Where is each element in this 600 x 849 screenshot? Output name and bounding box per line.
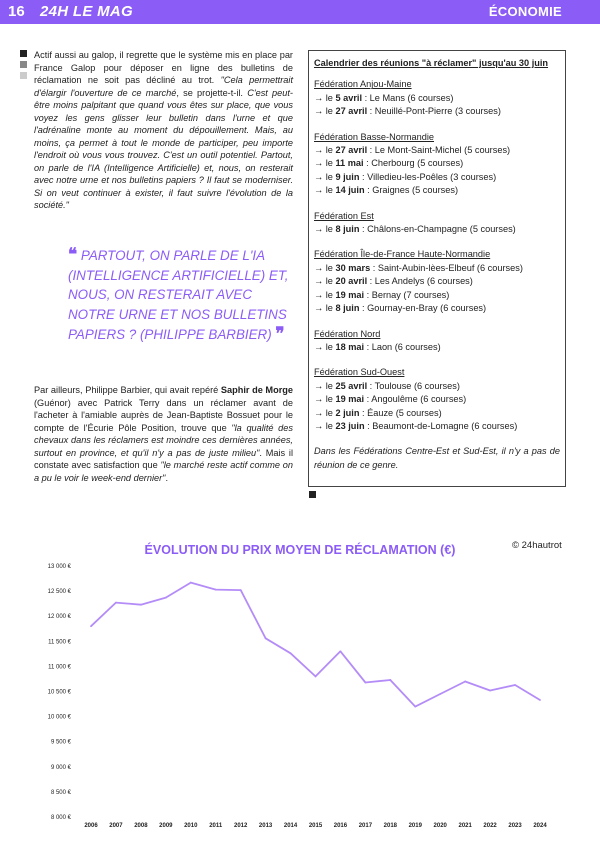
entry-venue: : Cherbourg (5 courses) xyxy=(363,158,464,169)
page-header xyxy=(0,0,600,24)
data-point xyxy=(215,589,217,591)
x-tick-label: 2019 xyxy=(408,823,422,829)
calendar-entry xyxy=(314,157,560,170)
entry-date: 27 avril xyxy=(335,106,368,117)
data-point xyxy=(140,604,142,606)
entry-venue: : Villedieu-les-Poêles (3 courses) xyxy=(359,171,497,182)
x-tick-label: 2013 xyxy=(258,823,273,829)
entry-venue: : Bernay (7 courses) xyxy=(364,289,450,300)
federation-name: Fédération Basse-Normandie xyxy=(314,131,435,142)
calendar-entry xyxy=(314,407,560,420)
calendar-entry xyxy=(314,341,560,354)
text-run: , se projette-t-il. xyxy=(176,87,248,98)
data-point xyxy=(290,652,292,654)
calendar-entry xyxy=(314,262,560,275)
entry-venue: : Éauze (5 courses) xyxy=(359,407,442,418)
entry-date: 19 mai xyxy=(335,394,365,405)
x-tick-label: 2014 xyxy=(283,823,298,829)
calendar-entry xyxy=(314,144,560,157)
arrow-icon: → le xyxy=(314,289,336,300)
y-tick-label: 11 500 € xyxy=(48,639,71,646)
data-point xyxy=(240,589,242,591)
text-run: (Guénor) avec Patrick Terry dans un réclamer avant de l'acheter à l'amiable auprès de Jean-Baptiste Bossuet pour le compte de l'Écurie Pôle Position, trouve que xyxy=(34,397,293,433)
data-point xyxy=(190,582,192,584)
data-point xyxy=(514,684,516,686)
data-point xyxy=(115,602,117,604)
calendar-entry xyxy=(314,380,560,393)
arrow-icon: → le xyxy=(314,158,336,169)
horse-name: Saphir de Morge xyxy=(220,385,293,395)
arrow-icon: → le xyxy=(314,420,336,431)
data-point xyxy=(389,679,391,681)
decorative-squares xyxy=(20,50,27,83)
end-square-icon xyxy=(309,491,316,498)
entry-venue: : Graignes (5 courses) xyxy=(364,185,459,196)
entry-date: 8 juin xyxy=(335,224,360,235)
data-point xyxy=(539,699,541,701)
x-tick-label: 2022 xyxy=(483,823,497,829)
federation-name: Fédération Nord xyxy=(314,328,381,339)
magazine-name: 24H LE MAG xyxy=(40,3,134,20)
x-tick-label: 2007 xyxy=(109,823,123,829)
entry-date: 8 juin xyxy=(335,303,360,314)
text-run: . Mais il constate avec satisfaction que xyxy=(34,447,294,470)
entry-date: 9 juin xyxy=(335,171,360,182)
entry-date: 2 juin xyxy=(335,407,360,418)
federation-name: Fédération Sud-Ouest xyxy=(314,367,405,378)
entry-date: 11 mai xyxy=(335,158,364,169)
entry-date: 18 mai xyxy=(335,341,365,352)
arrow-icon: → le xyxy=(314,106,336,117)
text-run: "le marché reste actif comme on a pu le voir le week-end dernier" xyxy=(34,460,293,483)
x-tick-label: 2016 xyxy=(333,823,348,829)
calendar-entry xyxy=(314,92,560,105)
x-tick-label: 2023 xyxy=(508,823,522,829)
quote-open-icon: ❝ xyxy=(68,245,78,264)
arrow-icon: → le xyxy=(314,380,336,391)
x-tick-label: 2021 xyxy=(458,823,472,829)
entry-date: 27 avril xyxy=(335,145,368,156)
data-point xyxy=(489,690,491,692)
data-point xyxy=(90,625,92,627)
data-point xyxy=(265,637,267,639)
arrow-icon: → le xyxy=(314,394,336,405)
section-title: ÉCONOMIE xyxy=(488,4,562,19)
square-mid-icon xyxy=(20,61,27,68)
entry-date: 23 juin xyxy=(335,420,365,431)
arrow-icon: → le xyxy=(314,145,336,156)
calendar-entry xyxy=(314,393,560,406)
entry-date: 25 avril xyxy=(335,380,368,391)
arrow-icon: → le xyxy=(314,303,336,314)
data-point xyxy=(315,676,317,678)
entry-venue: : Saint-Aubin-lèes-Elbeuf (6 courses) xyxy=(370,262,523,273)
x-tick-label: 2017 xyxy=(358,823,373,829)
federation-name: Fédération Est xyxy=(314,210,374,221)
entry-venue: : Le Mont-Saint-Michel (5 courses) xyxy=(367,145,511,156)
article-paragraph-1 xyxy=(34,49,293,212)
entry-venue: : Laon (6 courses) xyxy=(364,341,441,352)
arrow-icon: → le xyxy=(314,341,336,352)
y-tick-label: 8 500 € xyxy=(50,789,71,796)
entry-venue: : Neuillé-Pont-Pierre (3 courses) xyxy=(367,106,501,117)
chart-credit: © 24hautrot xyxy=(512,540,562,551)
y-tick-label: 12 000 € xyxy=(47,614,71,621)
arrow-icon: → le xyxy=(314,92,336,103)
x-tick-label: 2011 xyxy=(209,823,223,829)
calendar-title: Calendrier des réunions "à réclamer" jusqu'au 30 juin xyxy=(314,58,549,68)
series-line xyxy=(91,583,540,707)
calendar-entry xyxy=(314,302,560,315)
pull-quote xyxy=(68,245,293,345)
y-tick-label: 9 000 € xyxy=(50,764,71,771)
entry-date: 5 avril xyxy=(335,92,363,103)
arrow-icon: → le xyxy=(314,224,336,235)
x-tick-label: 2006 xyxy=(84,823,98,829)
x-tick-label: 2024 xyxy=(533,823,547,829)
x-tick-label: 2018 xyxy=(383,823,398,829)
x-tick-label: 2010 xyxy=(184,823,198,829)
quote-close-icon: ❞ xyxy=(275,324,285,344)
y-tick-label: 12 500 € xyxy=(47,589,71,596)
y-tick-label: 8 000 € xyxy=(50,815,71,821)
arrow-icon: → le xyxy=(314,262,336,273)
data-point xyxy=(464,681,466,683)
entry-venue: : Gournay-en-Bray (6 courses) xyxy=(359,303,487,314)
y-tick-label: 10 500 € xyxy=(47,689,71,696)
entry-venue: : Les Andelys (6 courses) xyxy=(367,276,473,287)
x-tick-label: 2020 xyxy=(433,823,447,829)
calendar-entry xyxy=(314,184,560,197)
federation-list xyxy=(314,78,560,433)
pull-quote-text: PARTOUT, ON PARLE DE L'IA (INTELLIGENCE ARTIFICIELLE) ET, NOUS, ON RESTERAIT AVEC NOTRE URNE ET NOS BULLETINS PAPIERS ? (PHILIPPE BARBIER) xyxy=(68,248,289,343)
calendar-note: Dans les Fédérations Centre-Est et Sud-Est, il n'y a pas de réunion de ce genre. xyxy=(314,446,560,470)
entry-venue: : Châlons-en-Champagne (5 courses) xyxy=(359,224,516,235)
calendar-entry xyxy=(314,420,560,433)
arrow-icon: → le xyxy=(314,185,336,196)
data-point xyxy=(340,650,342,652)
calendar-box xyxy=(308,50,566,487)
y-tick-label: 10 000 € xyxy=(47,714,71,721)
calendar-entry xyxy=(314,275,560,288)
entry-date: 14 juin xyxy=(335,185,365,196)
data-point xyxy=(439,693,441,695)
y-tick-label: 9 500 € xyxy=(50,739,71,746)
chart-title: ÉVOLUTION DU PRIX MOYEN DE RÉCLAMATION (€) xyxy=(144,543,456,557)
text-run: Par ailleurs, Philippe Barbier, qui avait repéré xyxy=(34,385,221,395)
arrow-icon: → le xyxy=(314,407,336,418)
entry-date: 19 mai xyxy=(335,289,365,300)
text-run: "Cela permettrait d'élargir l'ouverture de ce marché xyxy=(34,75,293,98)
price-line-chart xyxy=(0,555,600,840)
data-point xyxy=(414,706,416,708)
page-number: 16 xyxy=(8,3,25,20)
entry-venue: : Toulouse (6 courses) xyxy=(367,380,460,391)
entry-venue: : Angoulême (6 courses) xyxy=(364,394,467,405)
text-run: C'est peut-être moins palpitant que quand vous êtes sur place, que vous voyez les gens glisser leur bulletin dans l'urne et que l'adrénaline monte au moment du dépouillement. Mais, au moins, ça permet à tout le monde de participer, peu importe l'endroit où vous vous trouvez. C'est un outil potentiel. Partout, on parle de l'IA (Intelligence Artificielle) et, nous, on resterait avec notre urne et nos bulletins papiers ? Il faut se moderniser. Si on veut continuer à exister, il faut suivre l'évolution de la société." xyxy=(34,87,293,210)
data-point xyxy=(364,682,366,684)
federation-name: Fédération Anjou-Maine xyxy=(314,79,412,90)
calendar-entry xyxy=(314,289,560,302)
entry-venue: : Le Mans (6 courses) xyxy=(362,92,454,103)
calendar-entry xyxy=(314,105,560,118)
x-tick-label: 2012 xyxy=(233,823,248,829)
calendar-entry xyxy=(314,171,560,184)
square-dark-icon xyxy=(20,50,27,57)
square-light-icon xyxy=(20,72,27,79)
y-tick-label: 11 000 € xyxy=(48,664,71,671)
y-tick-label: 13 000 € xyxy=(47,564,71,570)
calendar-entry xyxy=(314,223,560,236)
text-run: Actif aussi au galop, il regrette que le système mis en place par France Galop pour déposer en ligne des bulletins de réclamation ne soit pas décliné au trot. xyxy=(34,50,293,85)
x-tick-label: 2009 xyxy=(159,823,173,829)
text-run: . xyxy=(165,472,169,483)
x-tick-label: 2008 xyxy=(134,823,148,829)
entry-date: 20 avril xyxy=(335,276,368,287)
data-point xyxy=(165,597,167,599)
entry-venue: : Beaumont-de-Lomagne (6 courses) xyxy=(364,420,518,431)
entry-date: 30 mars xyxy=(335,262,371,273)
article-paragraph-2 xyxy=(34,384,293,484)
arrow-icon: → le xyxy=(314,171,336,182)
text-run: "la qualité des chevaux dans les réclamers est moindre ces dernières années, surtout en province, et qu'il n'y a pas de juste milieu" xyxy=(34,422,293,458)
x-tick-label: 2015 xyxy=(308,823,323,829)
federation-name: Fédération Île-de-France Haute-Normandie xyxy=(314,249,491,260)
arrow-icon: → le xyxy=(314,276,336,287)
